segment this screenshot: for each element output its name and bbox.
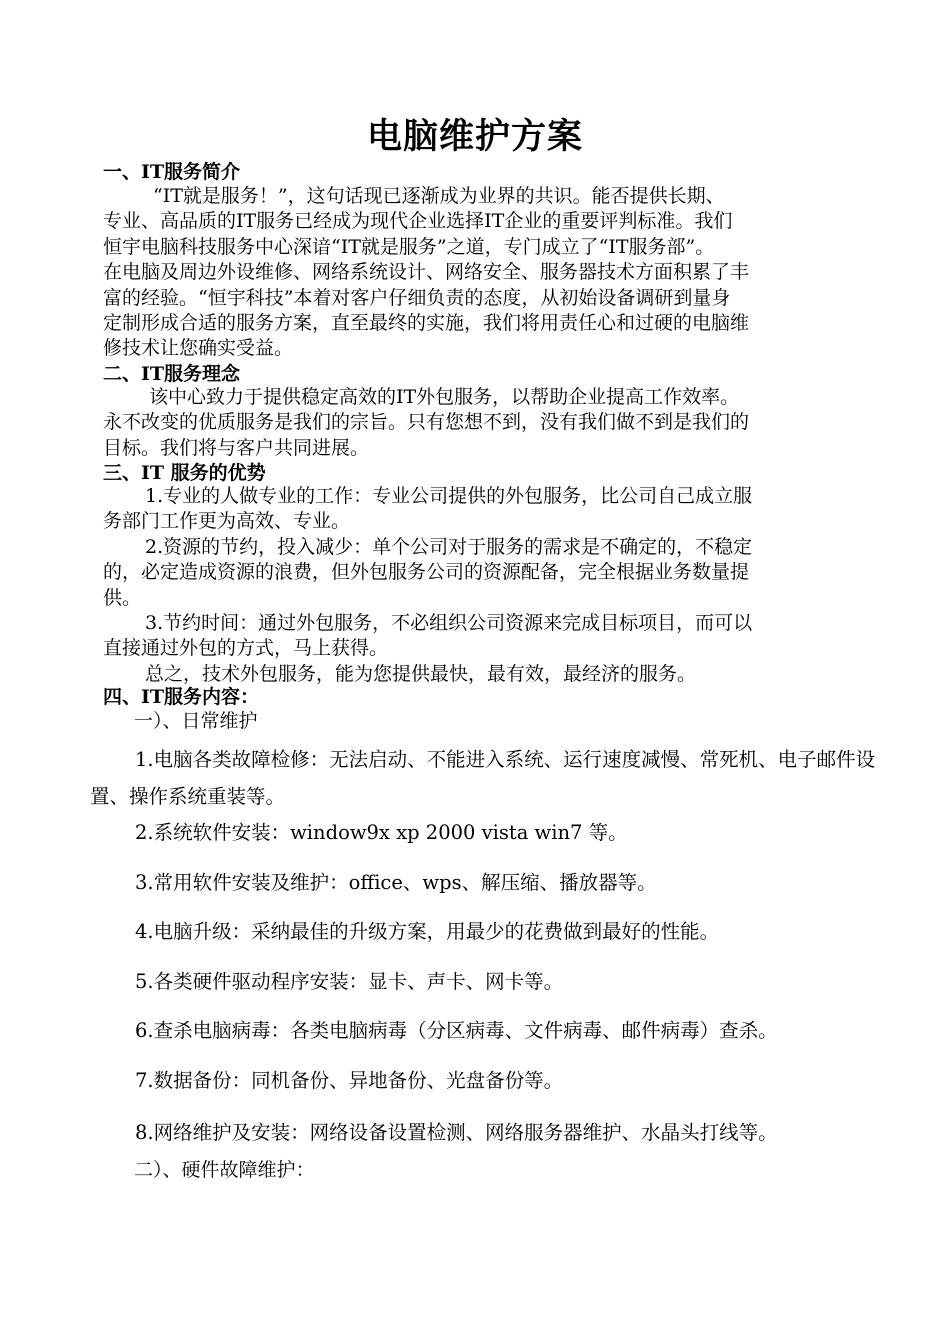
paragraph-line: 务部门工作更为高效、专业。 <box>103 510 351 533</box>
subsection-hardware-maintenance: 二）、硬件故障维护： <box>134 1159 315 1181</box>
paragraph-line: 在电脑及周边外设维修、网络系统设计、网络安全、服务器技术方面积累了丰 <box>103 261 750 284</box>
subsection-daily-maintenance: 一）、日常维护 <box>134 710 258 732</box>
paragraph-line: 的，必定造成资源的浪费，但外包服务公司的资源配备，完全根据业务数量提 <box>103 561 750 584</box>
service-item-2: 2.系统软件安装：window9x xp 2000 vista win7 等。 <box>135 821 628 844</box>
section-heading-2: 二、IT服务理念 <box>103 363 241 385</box>
paragraph-line: 专业、高品质的IT服务已经成为现代企业选择IT企业的重要评判标准。我们 <box>103 210 733 233</box>
service-item-5: 5.各类硬件驱动程序安装：显卡、声卡、网卡等。 <box>135 970 564 993</box>
paragraph-line: 修技术让您确实受益。 <box>103 337 294 360</box>
paragraph-line: “IT就是服务！”，这句话现已逐渐成为业界的共识。能否提供长期、 <box>153 185 725 207</box>
paragraph-line: 定制形成合适的服务方案，直至最终的实施，我们将用责任心和过硬的电脑维 <box>103 312 750 335</box>
section-heading-4: 四、IT服务内容： <box>103 686 260 708</box>
paragraph-line: 总之，技术外包服务，能为您提供最快，最有效，最经济的服务。 <box>145 662 697 685</box>
paragraph-line: 1.专业的人做专业的工作：专业公司提供的外包服务，比公司自己成立服 <box>145 485 753 507</box>
paragraph-line: 永不改变的优质服务是我们的宗旨。只有您想不到，没有我们做不到是我们的 <box>103 411 750 434</box>
section-body-3 <box>103 484 895 687</box>
paragraph-line: 3.节约时间：通过外包服务，不必组织公司资源来完成目标项目，而可以 <box>145 612 753 635</box>
service-item-6: 6.查杀电脑病毒：各类电脑病毒（分区病毒、文件病毒、邮件病毒）查杀。 <box>135 1019 778 1042</box>
paragraph-line: 恒宇电脑科技服务中心深谙“IT就是服务”之道，专门成立了“IT服务部”。 <box>103 235 715 258</box>
section-body-2 <box>103 385 895 461</box>
paragraph-line: 该中心致力于提供稳定高效的IT外包服务，以帮助企业提高工作效率。 <box>149 386 740 408</box>
service-item-3: 3.常用软件安装及维护：office、wps、解压缩、播放器等。 <box>135 871 657 894</box>
service-item-1: 1.电脑各类故障检修：无法启动、不能进入系统、运行速度减慢、常死机、电子邮件设置、操作系统重装等。 <box>90 748 876 808</box>
paragraph-line: 目标。我们将与客户共同进展。 <box>103 436 370 459</box>
service-item-4: 4.电脑升级：采纳最佳的升级方案，用最少的花费做到最好的性能。 <box>135 920 720 943</box>
paragraph-line: 富的经验。“恒宇科技”本着对客户仔细负责的态度，从初始设备调研到量身 <box>103 286 731 309</box>
section-heading-3: 三、IT 服务的优势 <box>103 462 266 484</box>
paragraph-line: 2.资源的节约，投入减少：单个公司对于服务的需求是不确定的，不稳定 <box>145 535 753 558</box>
section-body-1 <box>103 184 895 362</box>
service-item-7: 7.数据备份：同机备份、异地备份、光盘备份等。 <box>135 1069 564 1092</box>
service-item-8: 8.网络维护及安装：网络设备设置检测、网络服务器维护、水晶头打线等。 <box>135 1121 778 1144</box>
paragraph-line: 直接通过外包的方式，马上获得。 <box>103 637 389 660</box>
paragraph-line: 供。 <box>103 586 142 609</box>
document-title: 电脑维护方案 <box>366 116 583 157</box>
section-heading-1: 一、IT服务简介 <box>103 161 241 183</box>
